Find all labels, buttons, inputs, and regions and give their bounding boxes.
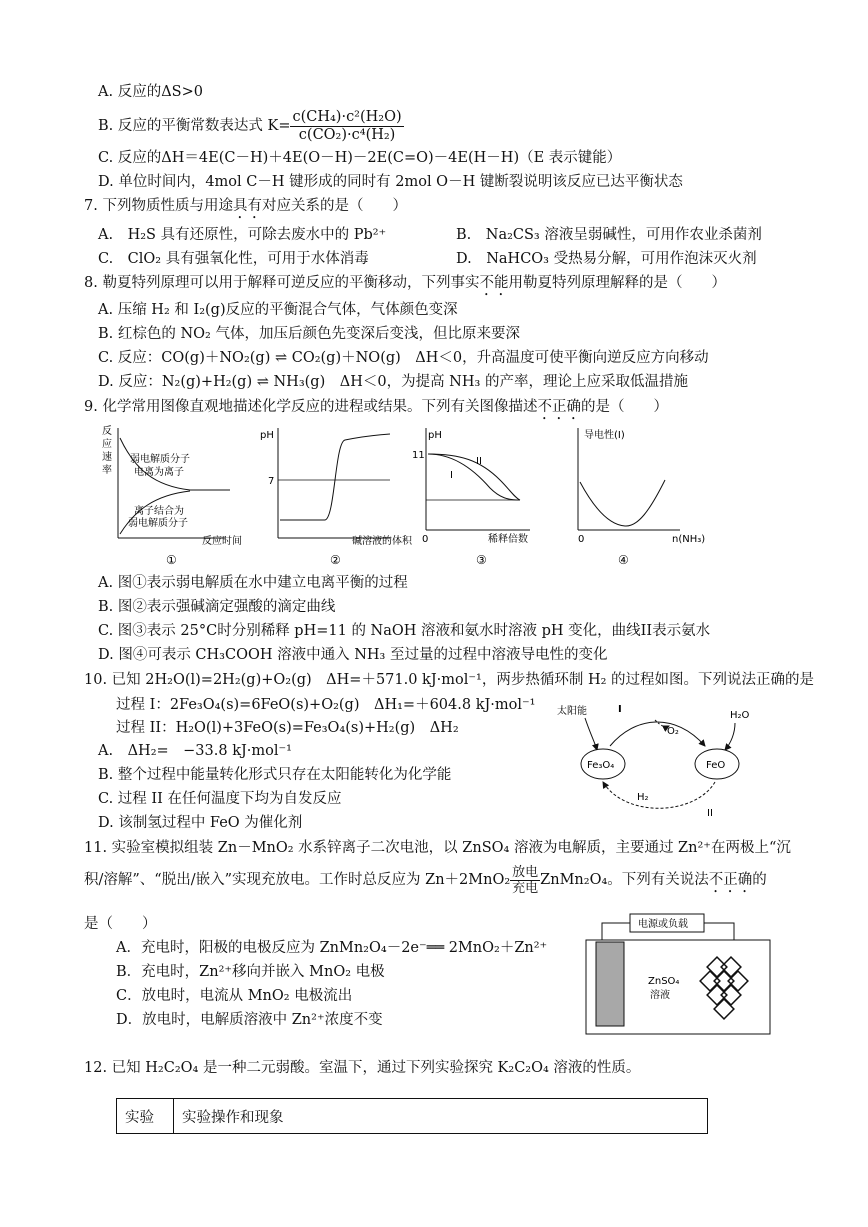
q7-option-a: A. H₂S 具有还原性，可除去废水中的 Pb²⁺ [98,227,387,243]
q9-option-d: D. 图④可表示 CH₃COOH 溶液中通入 NH₃ 至过量的过程中溶液导电性的变化 [98,647,608,663]
q11-stem-part: 积/溶解”、“脱出/嵌入”实现充放电。工作时总反应为 Zn＋2MnO₂ [84,872,511,888]
graph1-ylabel-3: 速 [102,452,112,463]
q6-option-a: A. 反应的ΔS>0 [98,84,203,100]
charge-label: 充电 [512,880,539,896]
q10-option-a: A. ΔH₂= −33.8 kJ·mol⁻¹ [98,743,292,759]
q11-stem-part: ZnMn₂O₄。下列有关说法 [540,872,709,888]
right-wire [704,923,734,942]
graph2-xlabel: 碱溶液的体积 [352,536,412,547]
zn-electrode [596,942,624,1026]
q6-option-c: C. 反应的ΔH＝4E(C－H)＋4E(O－H)－2E(C=O)－4E(H－H)（E 表示键能） [98,150,622,166]
q9-option-b: B. 图②表示强碱滴定强酸的滴定曲线 [98,599,336,615]
q8-emphasis: 不能 [479,275,509,291]
reaction-condition [510,865,540,896]
graph3-curve1-label: I [450,470,453,481]
graph3-curve2-label: II [476,456,482,467]
graph1-upper-2: 电离为离子 [134,467,184,478]
graph1-number: ① [166,553,177,567]
q10-option-c: C. 过程 II 在任何温度下均为自发反应 [98,791,342,807]
h2o-label: H₂O [730,710,750,721]
table-header-operation: 实验操作和现象 [174,1099,708,1134]
graph3-number: ③ [476,553,487,567]
q8-option-b: B. 红棕色的 NO₂ 气体，加压后颜色先变深后变浅，但比原来要深 [98,326,520,342]
q7-emphasis: 具有 [232,198,262,214]
discharge-label: 放电 [512,864,539,880]
graph-4 [578,428,705,567]
q8-stem [84,273,726,299]
graph3-ylabel: pH [428,430,442,441]
table-header-row [117,1099,708,1134]
q10-stem: 10. 已知 2H₂O(l)=2H₂(g)+O₂(g) ΔH=＋571.0 kJ·mol⁻¹，两步热循环制 H₂ 的过程如图。下列说法正确的是 [84,672,815,688]
graph2-ylabel: pH [260,430,274,441]
graph3-xlabel: 稀释倍数 [488,534,528,545]
q9-stem-part: 的是（ ） [580,399,668,415]
q11-emphasis: 不正确 [708,872,753,888]
q11-battery-diagram [584,912,774,1037]
fraction-denominator: c(CO₂)·c⁴(H₂) [298,126,396,143]
graph1-lower-1: 离子结合为 [134,506,184,517]
graph4-conductivity-curve [580,480,665,526]
graph1-lower-2: 弱电解质分子 [128,518,188,529]
step2-arrow [603,782,715,808]
graph1-ylabel-4: 率 [102,465,112,476]
q10-option-b: B. 整个过程中能量转化形式只存在太阳能转化为化学能 [98,767,452,783]
graph2-number: ② [330,553,341,567]
graph4-xlabel: n(NH₃) [672,534,706,545]
q12-stem: 12. 已知 H₂C₂O₄ 是一种二元弱酸。室温下，通过下列实验探究 K₂C₂O₄ 溶液的性质。 [84,1060,641,1076]
q11-stem-line2 [84,862,767,898]
graph3-tick: 11 [412,450,425,461]
h2o-arrow [725,723,735,750]
q11-stem-line1: 11. 实验室模拟组装 Zn－MnO₂ 水系锌离子二次电池，以 ZnSO₄ 溶液为电解质，主要通过 Zn²⁺在两极上“沉 [84,840,791,856]
q6-option-b-prefix: B. 反应的平衡常数表达式 K= [98,118,291,134]
q7-option-c: C. ClO₂ 具有强氧化性，可用于水体消毒 [98,251,369,267]
graph1-upper-1: 弱电解质分子 [130,454,190,465]
graph4-ylabel: 导电性(I) [584,430,625,441]
solution-label-2: 溶液 [650,990,670,1001]
q8-option-c: C. 反应：CO(g)＋NO₂(g) ⇌ CO₂(g)＋NO(g) ΔH＜0，升高温度可使平衡向逆反应方向移动 [98,350,709,366]
q7-option-d: D. NaHCO₃ 受热易分解，可用作泡沫灭火剂 [456,251,757,267]
q9-emphasis: 不正确 [537,399,581,415]
step1-arrow [610,722,705,746]
graph2-tick: 7 [268,476,275,487]
q10-process-1: 过程 I：2Fe₃O₄(s)=6FeO(s)+O₂(g) ΔH₁=＋604.8 kJ·mol⁻¹ [116,697,536,713]
q7-stem-part: 7. 下列物质性质与用途 [84,198,233,214]
fe3o4-label: Fe₃O₄ [587,760,615,771]
q10-process-2: 过程 II：H₂O(l)+3FeO(s)=Fe₃O₄(s)+H₂(g) ΔH₂ [116,720,459,736]
q8-stem-part: 用勒夏特列原理解释的是（ ） [508,275,726,291]
sun-arrow [585,718,597,750]
q7-stem-part: 对应关系的是（ ） [261,198,407,214]
sun-label: 太阳能 [557,706,587,717]
graph4-origin: 0 [578,534,585,545]
q6-option-b [98,106,404,146]
equilibrium-constant-fraction [290,109,403,144]
step1-label: I [618,704,622,715]
q8-option-a: A. 压缩 H₂ 和 I₂(g)反应的平衡混合气体，气体颜色变深 [98,302,458,318]
q9-stem-part: 9. 化学常用图像直观地描述化学反应的进程或结果。下列有关图像描述 [84,399,538,415]
graph1-ylabel-2: 应 [102,439,112,450]
graph3-curve-1 [428,454,520,500]
graph-1 [102,424,242,567]
q11-option-d: D．放电时，电解质溶液中 Zn²⁺浓度不变 [116,1012,383,1028]
fraction-numerator: c(CH₄)·c²(H₂O) [292,108,402,125]
q11-option-c: C．放电时，电流从 MnO₂ 电极流出 [116,988,353,1004]
feo-label: FeO [706,760,726,771]
step2-label: II [707,808,713,819]
graph3-origin: 0 [422,534,429,545]
graph1-ylabel-1: 反 [102,426,112,437]
solution-label-1: ZnSO₄ [648,976,680,987]
graph2-titration-curve [280,434,390,520]
graph3-curve-2 [428,454,520,500]
q11-stem-line3: 是（ ） [84,916,157,932]
q10-option-d: D. 该制氢过程中 FeO 为催化剂 [98,815,303,831]
experiment-table [116,1098,708,1134]
q11-option-b: B．充电时，Zn²⁺移向并嵌入 MnO₂ 电极 [116,964,385,980]
o2-label: O₂ [667,726,679,737]
q7-stem [84,196,407,222]
q8-option-d: D. 反应：N₂(g)+H₂(g) ⇌ NH₃(g) ΔH＜0，为提高 NH₃ 的产率，理论上应采取低温措施 [98,374,688,390]
q9-graphs [90,420,730,570]
graph-3 [412,428,530,567]
q6-option-d: D. 单位时间内，4mol C－H 键形成的同时有 2mol O－H 键断裂说明该反应已达平衡状态 [98,174,683,190]
table-header-experiment: 实验 [117,1099,174,1134]
q11-option-a: A．充电时，阳极的电极反应为 ZnMn₂O₄－2e⁻══ 2MnO₂＋Zn²⁺ [116,940,548,956]
h2-label: H₂ [637,792,649,803]
q11-stem-part: 的 [752,872,767,888]
q7-option-b: B. Na₂CS₃ 溶液呈弱碱性，可用作农业杀菌剂 [456,227,762,243]
q9-option-a: A. 图①表示弱电解质在水中建立电离平衡的过程 [98,575,408,591]
q9-option-c: C. 图③表示 25°C时分别稀释 pH=11 的 NaOH 溶液和氨水时溶液 pH 变化，曲线II表示氨水 [98,623,711,639]
graph-2 [260,428,413,567]
q8-stem-part: 8. 勒夏特列原理可以用于解释可逆反应的平衡移动，下列事实 [84,275,480,291]
power-load-label: 电源或负载 [638,919,688,930]
q10-cycle-diagram [545,698,775,828]
graph4-number: ④ [618,553,629,567]
left-wire [602,923,630,942]
graph1-xlabel: 反应时间 [202,536,242,547]
